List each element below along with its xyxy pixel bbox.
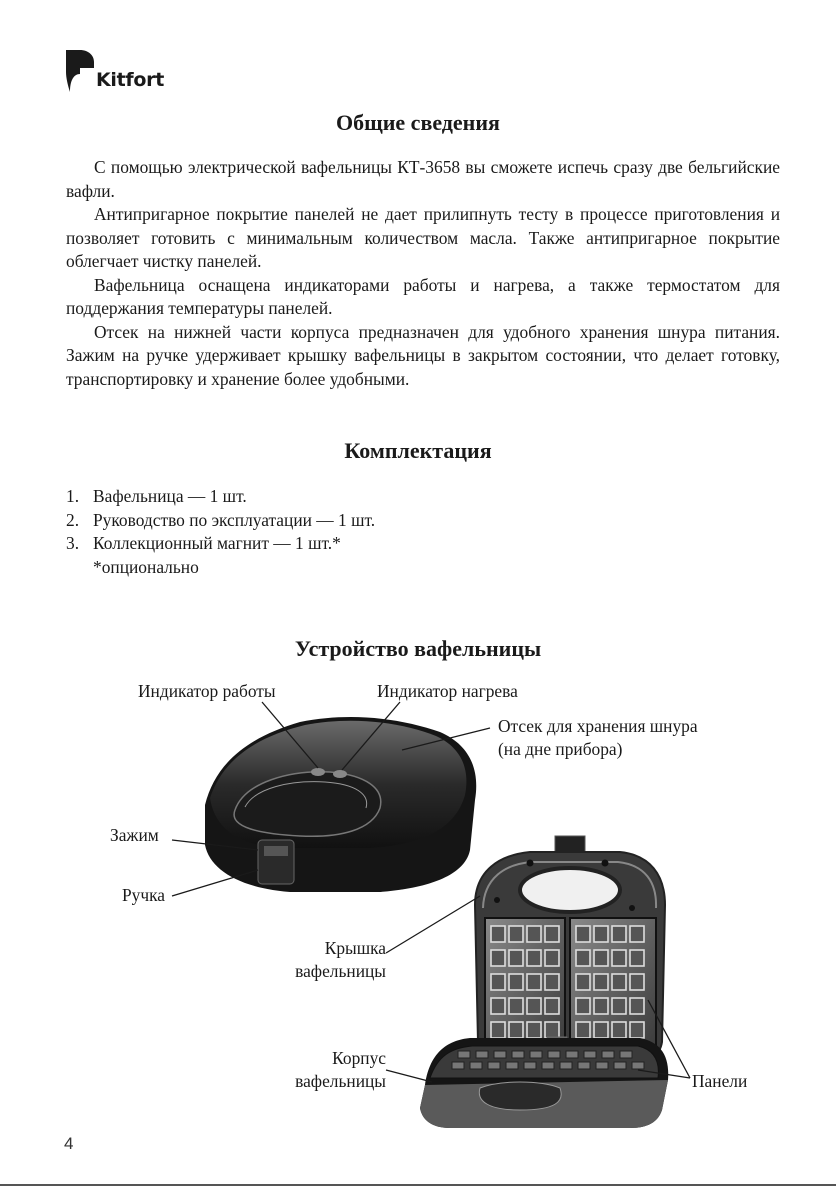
device-diagram: [0, 670, 836, 1140]
label-panels: Панели: [692, 1071, 748, 1091]
label-clamp: Зажим: [110, 825, 159, 845]
label-cord-storage-2: (на дне прибора): [498, 739, 623, 759]
label-handle: Ручка: [122, 885, 166, 905]
label-heat-indicator: Индикатор нагрева: [377, 681, 518, 701]
list-item: [66, 485, 375, 509]
closed-waffle-maker: [205, 717, 476, 892]
general-paragraph: Антипригарное покрытие панелей не дает прилипнуть тесту в процессе приготовления и позволяет готовить с минимальным количеством масла. Также антипригарное покрытие облегчает чистку панелей.: [66, 204, 780, 271]
general-paragraph: С помощью электрической вафельницы КТ-3658 вы сможете испечь сразу две бельгийские вафли.: [66, 157, 780, 201]
contents-list: [66, 485, 375, 579]
list-item-text: Вафельница — 1 шт.: [93, 486, 247, 506]
brand-name: Kitfort: [96, 69, 164, 91]
general-paragraphs: [66, 156, 780, 391]
list-item: [66, 532, 375, 556]
list-item-text: Коллекционный магнит — 1 шт.*: [93, 533, 341, 553]
page-bottom-rule: [0, 1184, 836, 1186]
list-item-number: 2.: [66, 509, 80, 530]
list-item: [66, 509, 375, 533]
general-paragraph: Вафельница оснащена индикаторами работы и нагрева, а также термостатом для поддержания температуры панелей.: [66, 274, 780, 318]
brand-logo: [66, 50, 164, 92]
label-power-indicator: Индикатор работы: [138, 681, 276, 701]
list-item-number: 1.: [66, 486, 80, 506]
kitfort-logo-icon: [66, 50, 94, 92]
section-title-general: Общие сведения: [336, 110, 500, 135]
page-number: 4: [64, 1134, 74, 1153]
label-cord-storage-1: Отсек для хранения шнура: [498, 716, 698, 736]
label-body-1: Корпус: [332, 1048, 386, 1068]
section-title-contents: Комплектация: [344, 438, 492, 463]
label-lid-2: вафельницы: [295, 961, 386, 981]
label-body-2: вафельницы: [295, 1071, 386, 1091]
label-lid-1: Крышка: [324, 938, 386, 958]
optional-note: *опционально: [93, 556, 199, 577]
section-title-device: Устройство вафельницы: [294, 636, 542, 661]
open-waffle-maker: [420, 836, 668, 1128]
list-item-number: 3.: [66, 533, 80, 553]
general-paragraph: Отсек на нижней части корпуса предназначен для удобного хранения шнура питания. Зажим на ручке удерживает крышку вафельницы в закрытом состоянии, что делает готовку, транспортировку и хранение более удобными.: [66, 321, 780, 389]
list-item-text: Руководство по эксплуатации — 1 шт.: [93, 509, 376, 530]
